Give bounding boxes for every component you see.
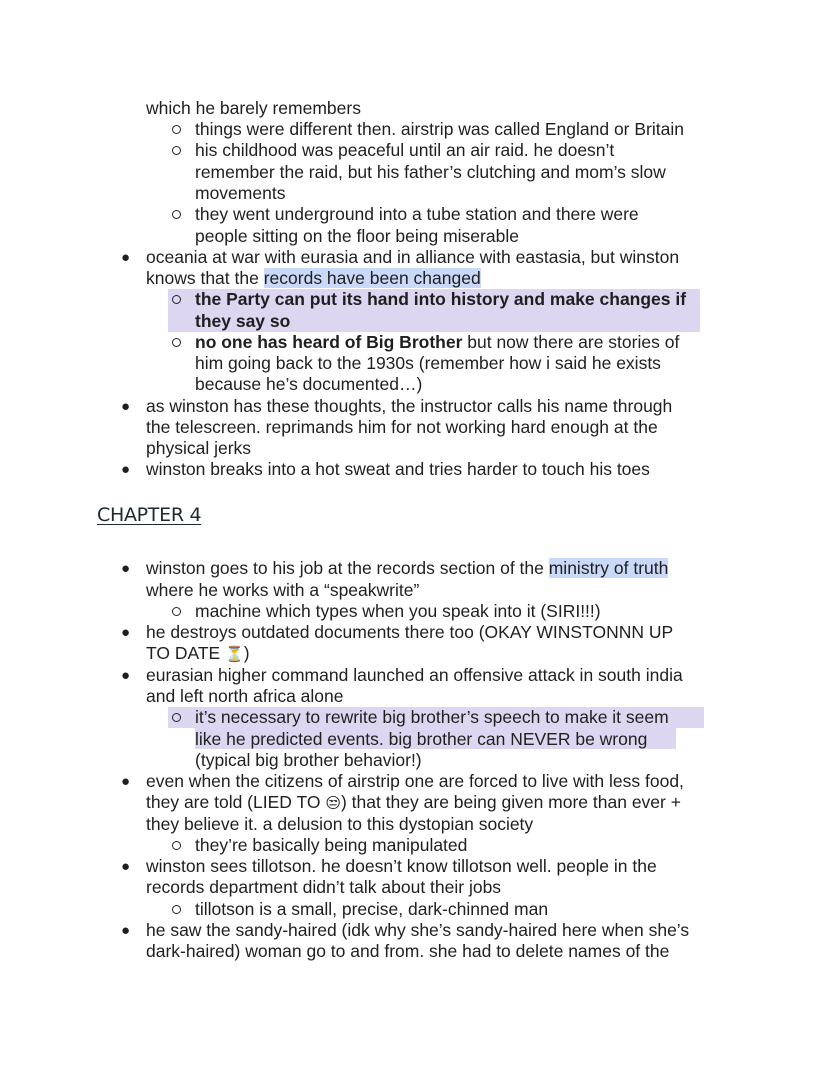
text-line: oceania at war with eurasia and in alliance with eastasia, but winston: [146, 247, 680, 267]
text-line: [146, 558, 668, 579]
text-line: tillotson is a small, precise, dark-chinned man: [195, 899, 549, 919]
text-line: winston sees tillotson. he doesn’t know tillotson well. people in the: [146, 856, 657, 876]
text-line: they went underground into a tube station and there were: [195, 204, 639, 224]
text-line: records department didn’t talk about their jobs: [146, 877, 502, 897]
text-line: it’s necessary to rewrite big brother’s speech to make it seem: [195, 707, 669, 727]
bold-text: no one has heard of Big Brother: [195, 332, 463, 352]
text-segment: they are told (LIED TO: [146, 792, 326, 812]
text-line: him going back to the 1930s (remember how i said he exists: [195, 353, 661, 373]
text-line: eurasian higher command launched an offensive attack in south india: [146, 665, 683, 685]
bold-text: they say so: [195, 311, 291, 331]
text-line: which he barely remembers: [146, 98, 361, 118]
sub-bullet-icon: [172, 713, 181, 722]
sub-bullet-icon: [172, 905, 181, 914]
text-segment: but now there are stories of: [462, 332, 680, 352]
text-line: winston breaks into a hot sweat and tries harder to touch his toes: [146, 459, 650, 479]
sub-bullet-icon: [172, 146, 181, 155]
sub-bullet-icon: [172, 125, 181, 134]
text-segment: TO DATE: [146, 643, 226, 663]
bullet-icon: ●: [121, 858, 131, 875]
text-line: physical jerks: [146, 438, 252, 458]
text-line: his childhood was peaceful until an air raid. he doesn’t: [195, 140, 615, 160]
text-line: they believe it. a delusion to this dystopian society: [146, 814, 534, 834]
chapter-heading: CHAPTER 4: [97, 504, 202, 526]
hourglass-icon: ⏳: [225, 646, 244, 663]
highlighted-text: ministry of truth: [548, 558, 669, 578]
text-line: (typical big brother behavior!): [195, 750, 422, 770]
bullet-icon: ●: [121, 773, 131, 790]
text-line: remember the raid, but his father’s clutching and mom’s slow: [195, 162, 666, 182]
text-line: movements: [195, 183, 286, 203]
sub-bullet-icon: [172, 607, 181, 616]
bold-text: the Party can put its hand into history and make changes if: [195, 289, 687, 309]
text-line: [146, 643, 250, 665]
text-line: he destroys outdated documents there too (OKAY WINSTONNN UP: [146, 622, 674, 642]
text-line: [146, 792, 681, 814]
unamused-face-icon: 😒: [325, 795, 341, 812]
bullet-icon: ●: [121, 624, 131, 641]
text-line: [195, 311, 290, 332]
text-segment: knows that the: [146, 268, 264, 288]
bullet-icon: ●: [121, 922, 131, 939]
bullet-icon: ●: [121, 461, 131, 478]
bullet-icon: ●: [121, 398, 131, 415]
sub-bullet-icon: [172, 338, 181, 347]
text-segment: ): [243, 643, 250, 663]
text-line: the telescreen. reprimands him for not working hard enough at the: [146, 417, 658, 437]
text-line: [195, 289, 686, 310]
text-line: and left north africa alone: [146, 686, 344, 706]
text-line: they’re basically being manipulated: [195, 835, 468, 855]
text-segment: winston goes to his job at the records section of the: [146, 558, 549, 578]
bullet-icon: ●: [121, 560, 131, 577]
sub-bullet-icon: [172, 210, 181, 219]
text-line: because he’s documented…): [195, 374, 423, 394]
bullet-icon: ●: [121, 249, 131, 266]
text-line: as winston has these thoughts, the instructor calls his name through: [146, 396, 673, 416]
bullet-icon: ●: [121, 667, 131, 684]
text-line: [195, 332, 679, 353]
sub-bullet-icon: [172, 295, 181, 304]
text-line: [146, 268, 481, 289]
text-line: machine which types when you speak into it (SIRI!!!): [195, 601, 601, 621]
text-line: even when the citizens of airstrip one are forced to live with less food,: [146, 771, 684, 791]
text-line: like he predicted events. big brother can NEVER be wrong: [195, 729, 648, 749]
text-line: people sitting on the floor being miserable: [195, 226, 519, 246]
text-segment: ) that they are being given more than ever +: [340, 792, 681, 812]
highlighted-text: records have been changed: [263, 268, 481, 288]
text-line: he saw the sandy-haired (idk why she’s sandy-haired here when she’s: [146, 920, 690, 940]
sub-bullet-icon: [172, 841, 181, 850]
text-line: dark-haired) woman go to and from. she had to delete names of the: [146, 941, 670, 961]
text-line: where he works with a “speakwrite”: [146, 580, 420, 600]
text-line: things were different then. airstrip was called England or Britain: [195, 119, 684, 139]
